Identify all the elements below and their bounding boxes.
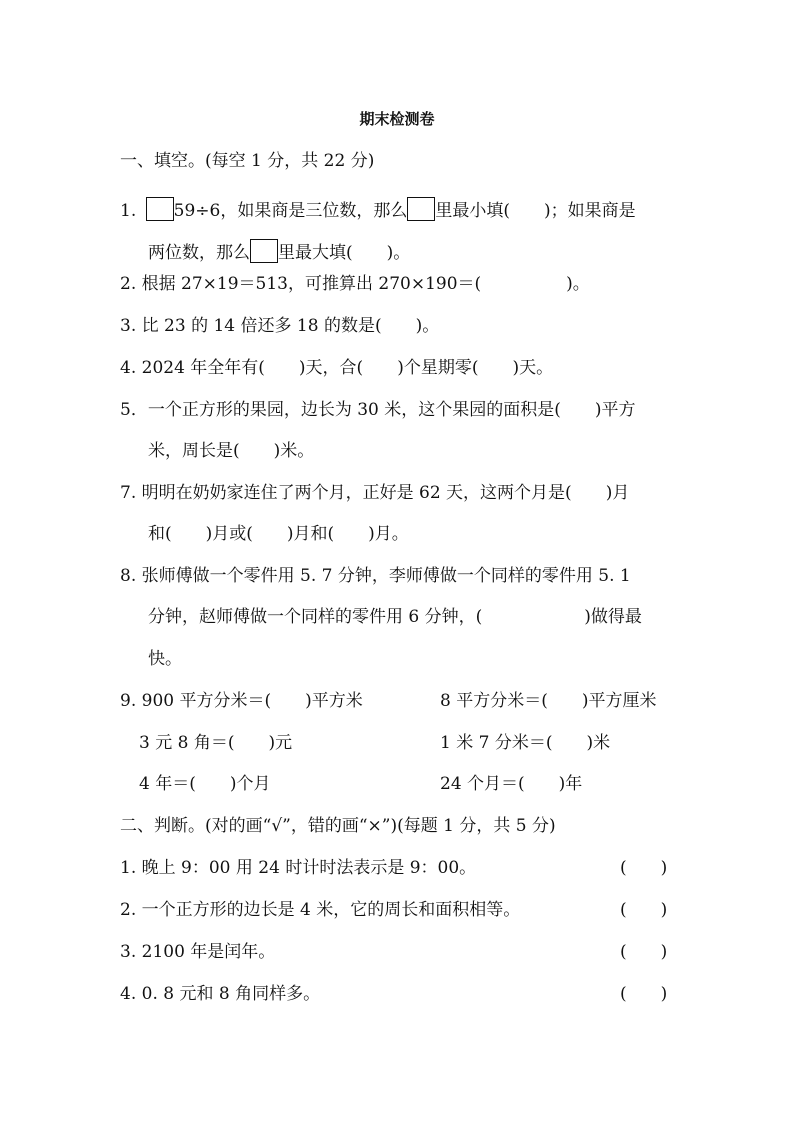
question-8-line1: 8. 张师傅做一个零件用 5. 7 分钟，李师傅做一个同样的零件用 5. 1	[120, 566, 631, 586]
answer-blank[interactable]: ( )	[620, 900, 668, 920]
question-4: 4. 2024 年全年有( )天，合( )个星期零( )天。	[120, 358, 554, 378]
blank-box[interactable]	[407, 197, 435, 221]
question-9-b: 8 平方分米＝( )平方厘米	[440, 691, 657, 711]
blank-box[interactable]	[146, 197, 174, 221]
question-7-line1: 7. 明明在奶奶家连住了两个月，正好是 62 天，这两个月是( )月	[120, 483, 630, 503]
judge-item-3: 3. 2100 年是闰年。	[120, 942, 276, 962]
question-9-e: 4 年＝( )个月	[139, 774, 271, 794]
question-8-line2: 分钟，赵师傅做一个同样的零件用 6 分钟，( )做得最	[148, 607, 642, 627]
question-7-line2: 和( )月或( )月和( )月。	[148, 524, 409, 544]
question-1-text-d: 里最大填( )。	[278, 243, 411, 263]
answer-blank[interactable]: ( )	[620, 984, 668, 1004]
question-1-text-c: 两位数，那么	[148, 243, 250, 263]
judge-item-2: 2. 一个正方形的边长是 4 米，它的周长和面积相等。	[120, 900, 521, 920]
question-1-text-b: 里最小填( )；如果商是	[435, 201, 636, 221]
question-1-number: 1.	[120, 201, 137, 221]
answer-blank[interactable]: ( )	[620, 942, 668, 962]
question-1-line1	[120, 197, 636, 222]
question-2: 2. 根据 27×19＝513，可推算出 270×190＝( )。	[120, 274, 590, 294]
question-9-c: 3 元 8 角＝( )元	[139, 733, 293, 753]
question-9-a: 9. 900 平方分米＝( )平方米	[120, 691, 363, 711]
judge-item-1: 1. 晚上 9：00 用 24 时计时法表示是 9：00。	[120, 858, 477, 878]
question-5-line2: 米，周长是( )米。	[148, 441, 315, 461]
section1-heading: 一、填空。(每空 1 分，共 22 分)	[120, 151, 375, 171]
question-9-f: 24 个月＝( )年	[440, 774, 583, 794]
question-9-d: 1 米 7 分米＝( )米	[440, 733, 611, 753]
question-1-line2	[148, 239, 410, 264]
question-5-line1: 5．一个正方形的果园，边长为 30 米，这个果园的面积是( )平方	[120, 400, 636, 420]
answer-blank[interactable]: ( )	[620, 858, 668, 878]
judge-item-4: 4. 0. 8 元和 8 角同样多。	[120, 984, 321, 1004]
question-3: 3. 比 23 的 14 倍还多 18 的数是( )。	[120, 316, 440, 336]
page-title: 期末检测卷	[359, 110, 435, 128]
question-1-text-a: 59÷6，如果商是三位数，那么	[173, 201, 408, 221]
blank-box[interactable]	[250, 239, 278, 263]
section2-heading: 二、判断。(对的画“√”，错的画“×”)(每题 1 分，共 5 分)	[120, 816, 556, 836]
question-8-line3: 快。	[148, 649, 182, 669]
